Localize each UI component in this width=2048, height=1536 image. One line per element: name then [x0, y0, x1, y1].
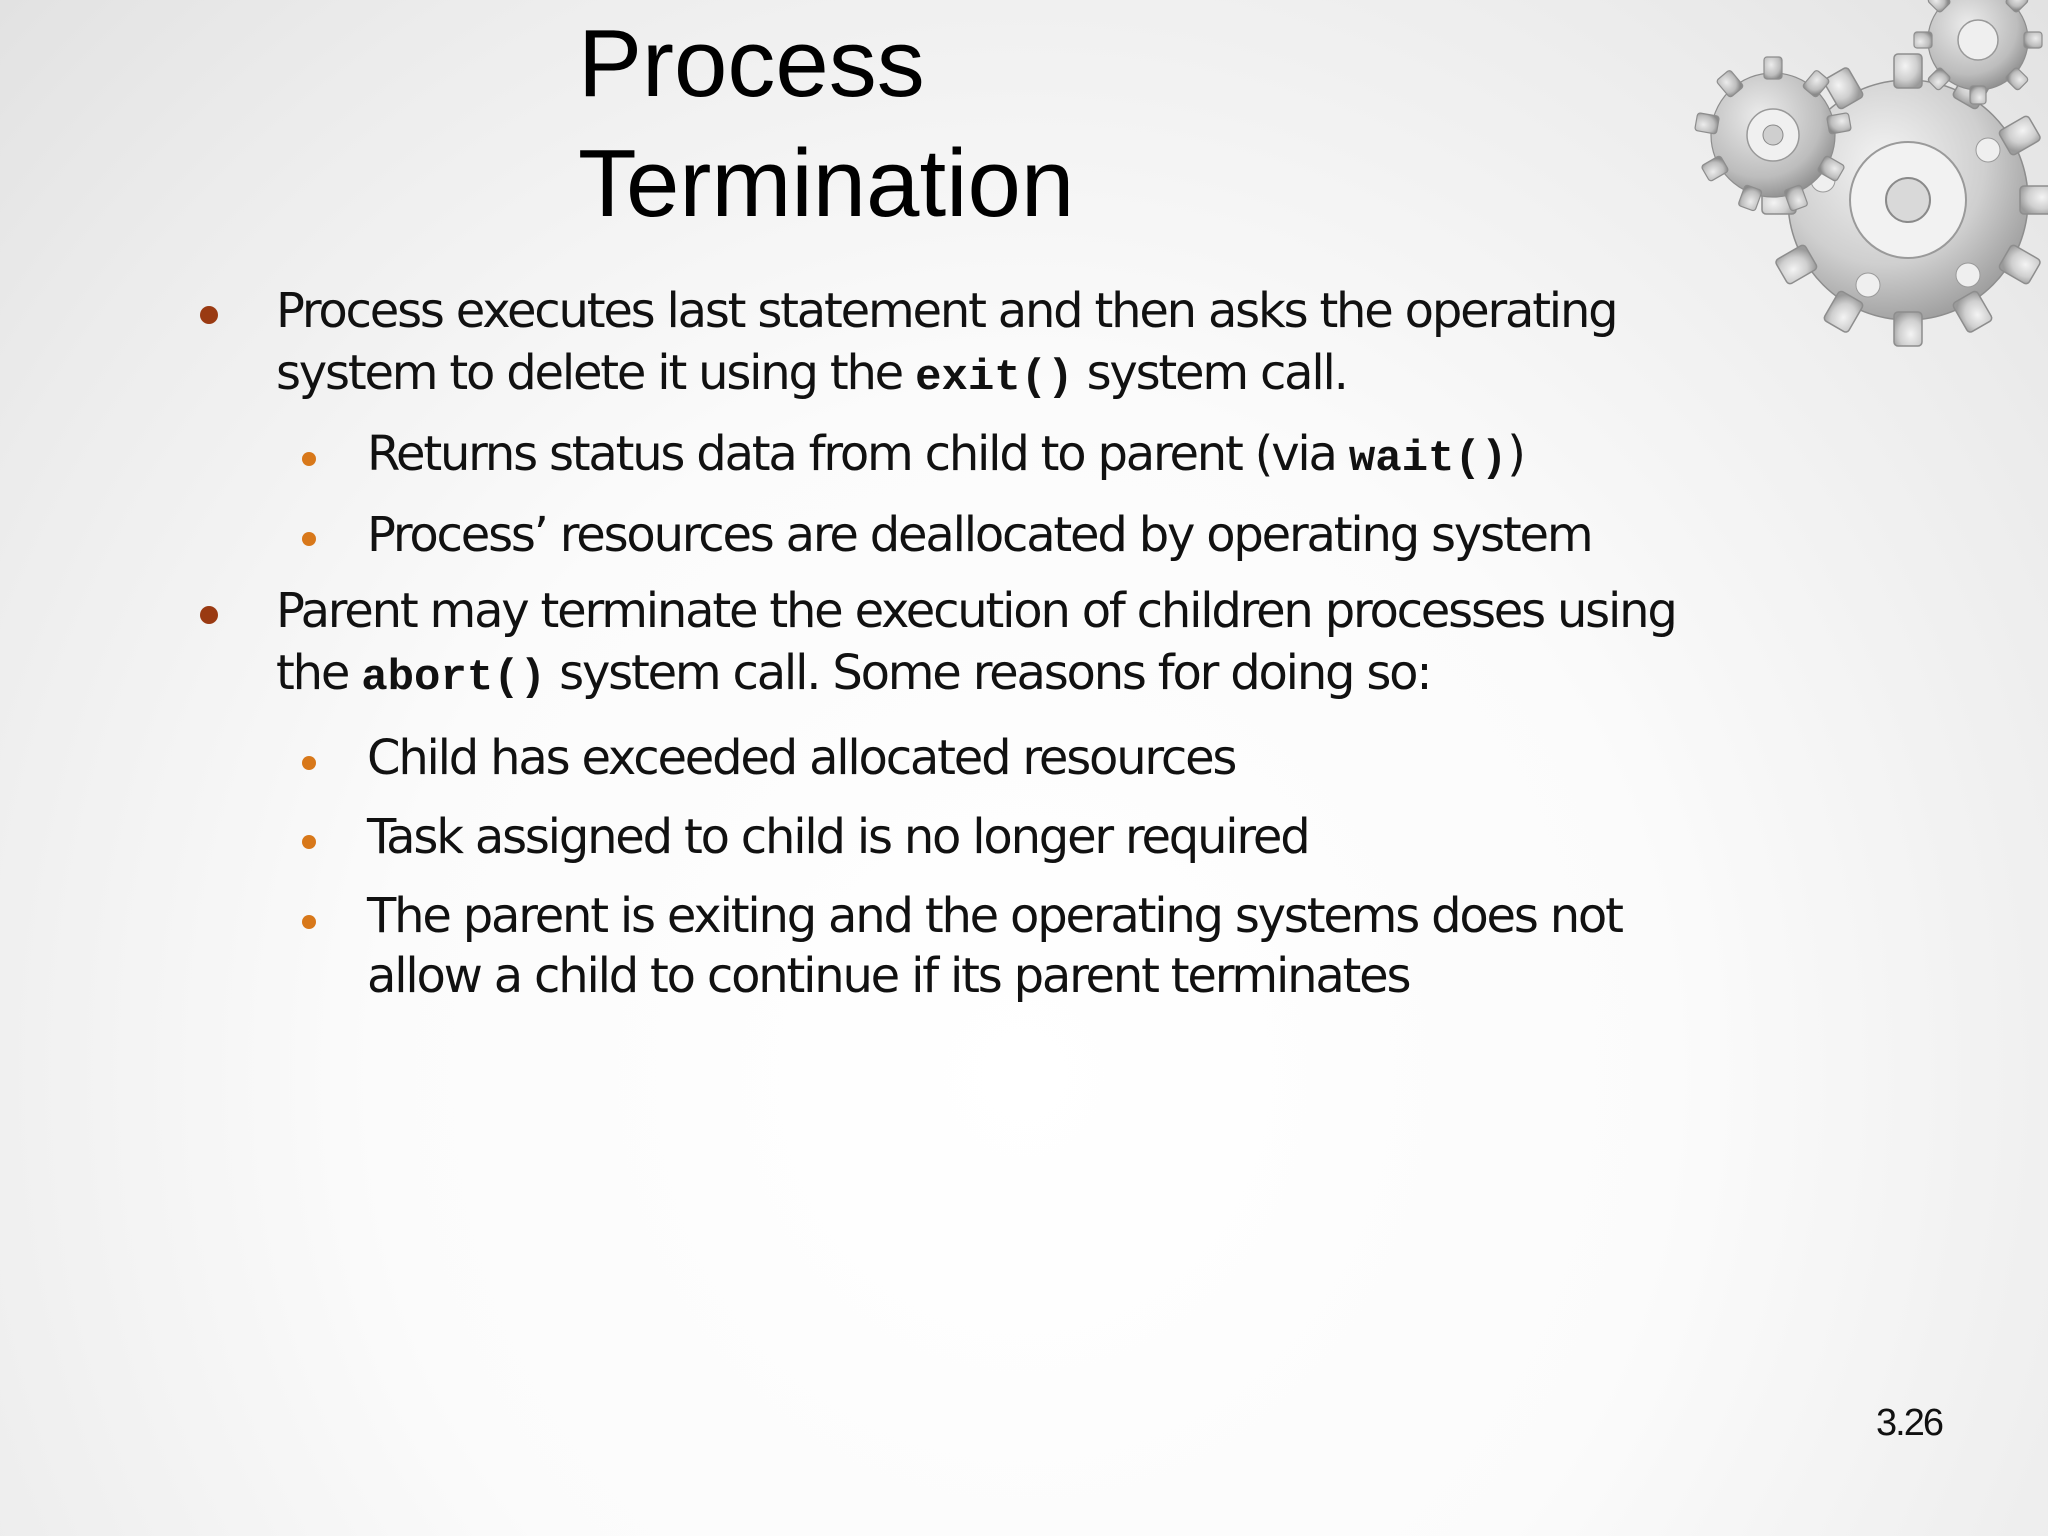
subbullet-exceeded-resources: Child has exceeded allocated resources [367, 730, 1236, 786]
bullet-exit-text [276, 280, 1756, 409]
subbullet-returns-post: ) [1507, 426, 1524, 482]
bullet-abort-post: system call. Some reasons for doing so: [546, 645, 1431, 701]
slide-title [578, 4, 1074, 244]
bullet-exit-pre: Process executes last statement and then asks the operating system to delete it using the [276, 283, 1617, 401]
code-exit: exit() [915, 353, 1074, 403]
subbullet-returns-status [367, 424, 1747, 489]
bullet-level1-icon [200, 606, 218, 624]
bullet-abort-pre: Parent may terminate the execution of children processes using the [276, 583, 1676, 701]
subbullet-parent-exiting: The parent is exiting and the operating systems does not allow a child to continue if its parent terminates [367, 888, 1622, 1004]
bullet-level2-icon [302, 835, 316, 849]
subbullet-returns-pre: Returns status data from child to parent (via [367, 426, 1349, 482]
bullet-level2-icon [302, 532, 316, 546]
subbullet-task-not-required: Task assigned to child is no longer required [367, 809, 1309, 865]
bullet-level2-icon [302, 915, 316, 929]
slide-title-line2: Termination [578, 130, 1075, 237]
bullet-level1-icon [200, 306, 218, 324]
slide-page-number: 3.26 [1876, 1402, 1942, 1444]
subbullet-resources-deallocated: Process’ resources are deallocated by operating system [367, 507, 1592, 563]
bullet-level2-icon [302, 452, 316, 466]
code-wait: wait() [1348, 434, 1508, 484]
bullet-abort-text [276, 580, 1756, 709]
slide-title-line1: Process [578, 10, 925, 117]
bullet-level2-icon [302, 756, 316, 770]
bullet-exit-post: system call. [1073, 345, 1347, 401]
code-abort: abort() [361, 653, 547, 703]
